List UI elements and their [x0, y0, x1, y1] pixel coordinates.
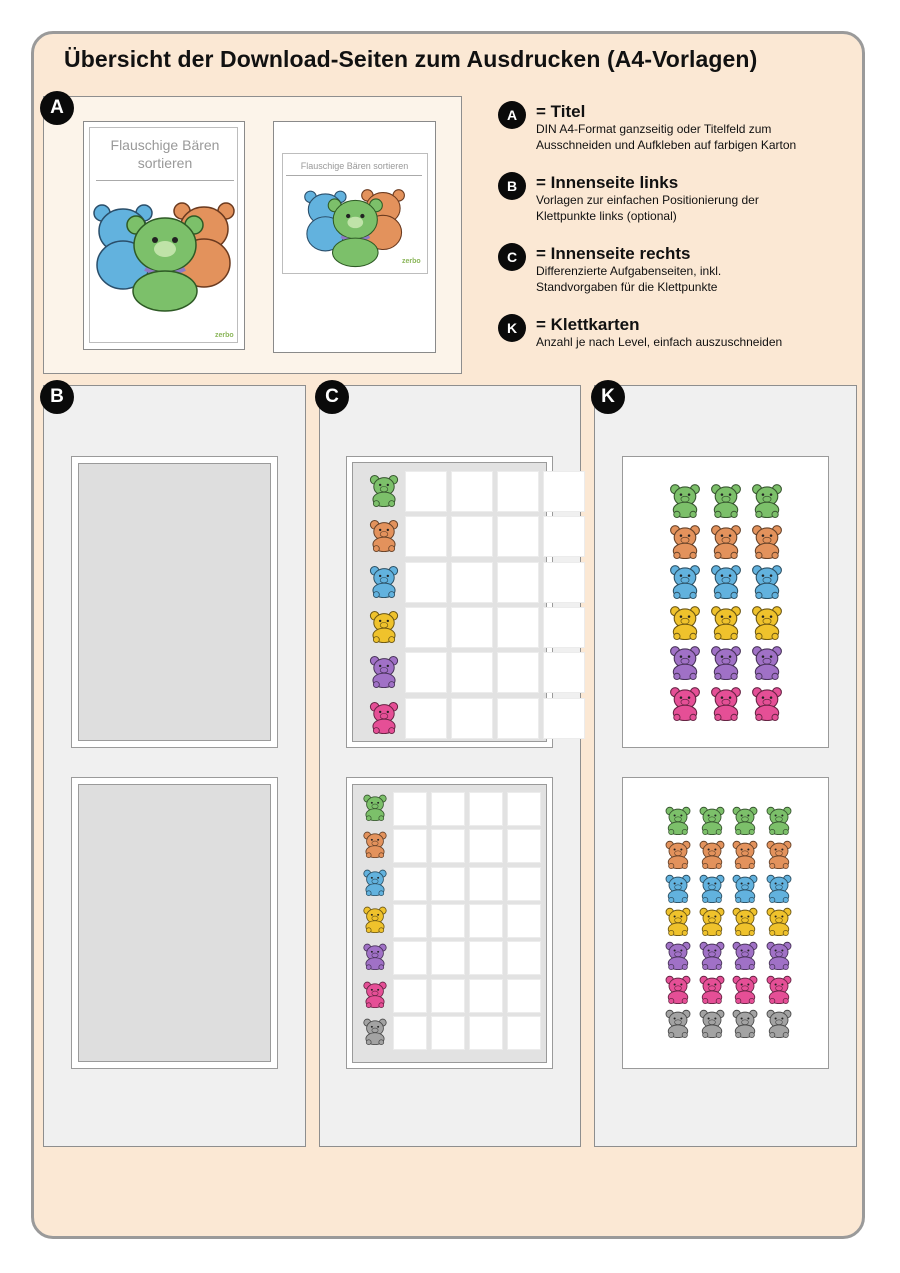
worksheet-grid-4-columns [352, 462, 547, 742]
orange-bear-icon [663, 839, 693, 869]
answer-cell [451, 562, 493, 603]
pink-bear-icon [361, 980, 389, 1008]
velcro-template-area [78, 784, 271, 1062]
answer-cell [393, 979, 427, 1013]
badge-k: K [591, 380, 625, 414]
legend-badge-b: B [498, 172, 526, 200]
yellow-bear-icon [730, 906, 760, 936]
answer-cell [393, 829, 427, 863]
orange-bear-icon [708, 523, 744, 559]
answer-cell [393, 904, 427, 938]
green-bear-icon [667, 482, 703, 518]
green-bear-icon [708, 482, 744, 518]
purple-bear-icon [367, 654, 401, 688]
velcro-cards-sheet-2[interactable] [622, 777, 829, 1069]
velcro-template-sheet-2[interactable] [71, 777, 278, 1069]
answer-cell [543, 607, 585, 648]
answer-cell [431, 979, 465, 1013]
answer-cell [451, 698, 493, 739]
answer-cell [469, 792, 503, 826]
answer-cell [405, 698, 447, 739]
answer-cell [497, 562, 539, 603]
yellow-bear-icon [667, 604, 703, 640]
answer-cell [507, 941, 541, 975]
answer-cell [393, 1016, 427, 1050]
answer-cell [431, 867, 465, 901]
answer-cell [393, 792, 427, 826]
gray-bear-icon [697, 1008, 727, 1038]
answer-cell [543, 652, 585, 693]
publisher-logo: zerbo [215, 332, 234, 339]
legend-heading-k: = Klettkarten [536, 315, 640, 334]
answer-cell [543, 698, 585, 739]
yellow-bear-icon [367, 609, 401, 643]
orange-bear-icon [764, 839, 794, 869]
badge-b: B [40, 380, 74, 414]
answer-cell [497, 607, 539, 648]
gray-bear-icon [361, 1017, 389, 1045]
answer-cell [497, 516, 539, 557]
answer-cell [451, 516, 493, 557]
answer-cell [507, 792, 541, 826]
answer-cell [543, 516, 585, 557]
answer-cell [469, 941, 503, 975]
answer-cell [451, 607, 493, 648]
pink-bear-icon [367, 700, 401, 734]
badge-a: A [40, 91, 74, 125]
title-underline [96, 180, 234, 181]
green-bear-icon [749, 482, 785, 518]
green-bear-icon [361, 793, 389, 821]
legend-heading-c: = Innenseite rechts [536, 244, 691, 263]
answer-cell [497, 471, 539, 512]
yellow-bear-icon [708, 604, 744, 640]
purple-bear-icon [730, 940, 760, 970]
orange-bear-icon [361, 830, 389, 858]
green-bear-icon [697, 805, 727, 835]
blue-bear-icon [708, 563, 744, 599]
bear-illustration-group-1 [92, 195, 240, 313]
answer-cell [507, 867, 541, 901]
answer-cell [497, 652, 539, 693]
answer-cell [431, 904, 465, 938]
bear-illustration-group-2 [296, 184, 416, 268]
purple-bear-icon [764, 940, 794, 970]
answer-cell [431, 829, 465, 863]
pink-bear-icon [764, 974, 794, 1004]
answer-cell [543, 562, 585, 603]
gray-bear-icon [663, 1008, 693, 1038]
green-bear-icon [663, 805, 693, 835]
answer-cell [507, 904, 541, 938]
yellow-bear-icon [764, 906, 794, 936]
yellow-bear-icon [663, 906, 693, 936]
gray-bear-icon [764, 1008, 794, 1038]
answer-cell [469, 1016, 503, 1050]
blue-bear-icon [367, 564, 401, 598]
purple-bear-icon [667, 644, 703, 680]
pink-bear-icon [749, 685, 785, 721]
publisher-logo-2: zerbo [402, 258, 421, 265]
answer-cell [431, 941, 465, 975]
answer-cell [431, 1016, 465, 1050]
legend-desc-b: Vorlagen zur einfachen Positionierung der Klettpunkte links (optional) [536, 193, 759, 223]
purple-bear-icon [708, 644, 744, 680]
velcro-template-area [78, 463, 271, 741]
legend-badge-c: C [498, 243, 526, 271]
answer-cell [469, 904, 503, 938]
answer-cell [543, 471, 585, 512]
yellow-bear-icon [749, 604, 785, 640]
pink-bear-icon [697, 974, 727, 1004]
pink-bear-icon [708, 685, 744, 721]
purple-bear-icon [697, 940, 727, 970]
legend-heading-b: = Innenseite links [536, 173, 679, 192]
legend-badge-k: K [498, 314, 526, 342]
answer-cell [393, 867, 427, 901]
orange-bear-icon [697, 839, 727, 869]
velcro-cards-sheet-1[interactable] [622, 456, 829, 748]
answer-cell [507, 829, 541, 863]
worksheet-level-2[interactable] [346, 777, 553, 1069]
legend-heading-a: = Titel [536, 102, 586, 121]
gray-bear-icon [730, 1008, 760, 1038]
yellow-bear-icon [361, 905, 389, 933]
orange-bear-icon [749, 523, 785, 559]
blue-bear-icon [730, 873, 760, 903]
answer-cell [405, 471, 447, 512]
blue-bear-icon [749, 563, 785, 599]
legend-desc-k: Anzahl je nach Level, einfach auszuschneiden [536, 335, 783, 349]
answer-cell [451, 652, 493, 693]
worksheet-grid-5-columns [352, 784, 547, 1063]
answer-cell [469, 829, 503, 863]
purple-bear-icon [361, 942, 389, 970]
green-bear-icon [367, 473, 401, 507]
answer-cell [497, 698, 539, 739]
answer-cell [405, 652, 447, 693]
answer-cell [451, 471, 493, 512]
page-title: Übersicht der Download-Seiten zum Ausdrucken (A4-Vorlagen) [64, 46, 758, 72]
answer-cell [431, 792, 465, 826]
orange-bear-icon [730, 839, 760, 869]
blue-bear-icon [697, 873, 727, 903]
answer-cell [469, 867, 503, 901]
legend-badge-a: A [498, 101, 526, 129]
title-sheet-2-heading: Flauschige Bären sortieren [300, 161, 409, 171]
yellow-bear-icon [697, 906, 727, 936]
answer-cell [507, 1016, 541, 1050]
green-bear-icon [730, 805, 760, 835]
answer-cell [469, 979, 503, 1013]
purple-bear-icon [749, 644, 785, 680]
legend-desc-a: DIN A4-Format ganzseitig oder Titelfeld zum Ausschneiden und Aufkleben auf farbigen Karton [536, 122, 797, 152]
velcro-template-sheet-1[interactable] [71, 456, 278, 748]
orange-bear-icon [367, 518, 401, 552]
pink-bear-icon [667, 685, 703, 721]
blue-bear-icon [361, 868, 389, 896]
orange-bear-icon [667, 523, 703, 559]
answer-cell [393, 941, 427, 975]
title-sheet-1-heading: Flauschige Bären sortieren [110, 137, 220, 171]
blue-bear-icon [764, 873, 794, 903]
blue-bear-icon [667, 563, 703, 599]
pink-bear-icon [663, 974, 693, 1004]
answer-cell [507, 979, 541, 1013]
title-2-underline [286, 175, 422, 176]
badge-c: C [315, 380, 349, 414]
green-bear-icon [764, 805, 794, 835]
blue-bear-icon [663, 873, 693, 903]
purple-bear-icon [663, 940, 693, 970]
legend-desc-c: Differenzierte Aufgabenseiten, inkl. Standvorgaben für die Klettpunkte [536, 264, 722, 294]
answer-cell [405, 562, 447, 603]
answer-cell [405, 516, 447, 557]
pink-bear-icon [730, 974, 760, 1004]
answer-cell [405, 607, 447, 648]
worksheet-level-1[interactable] [346, 456, 553, 748]
